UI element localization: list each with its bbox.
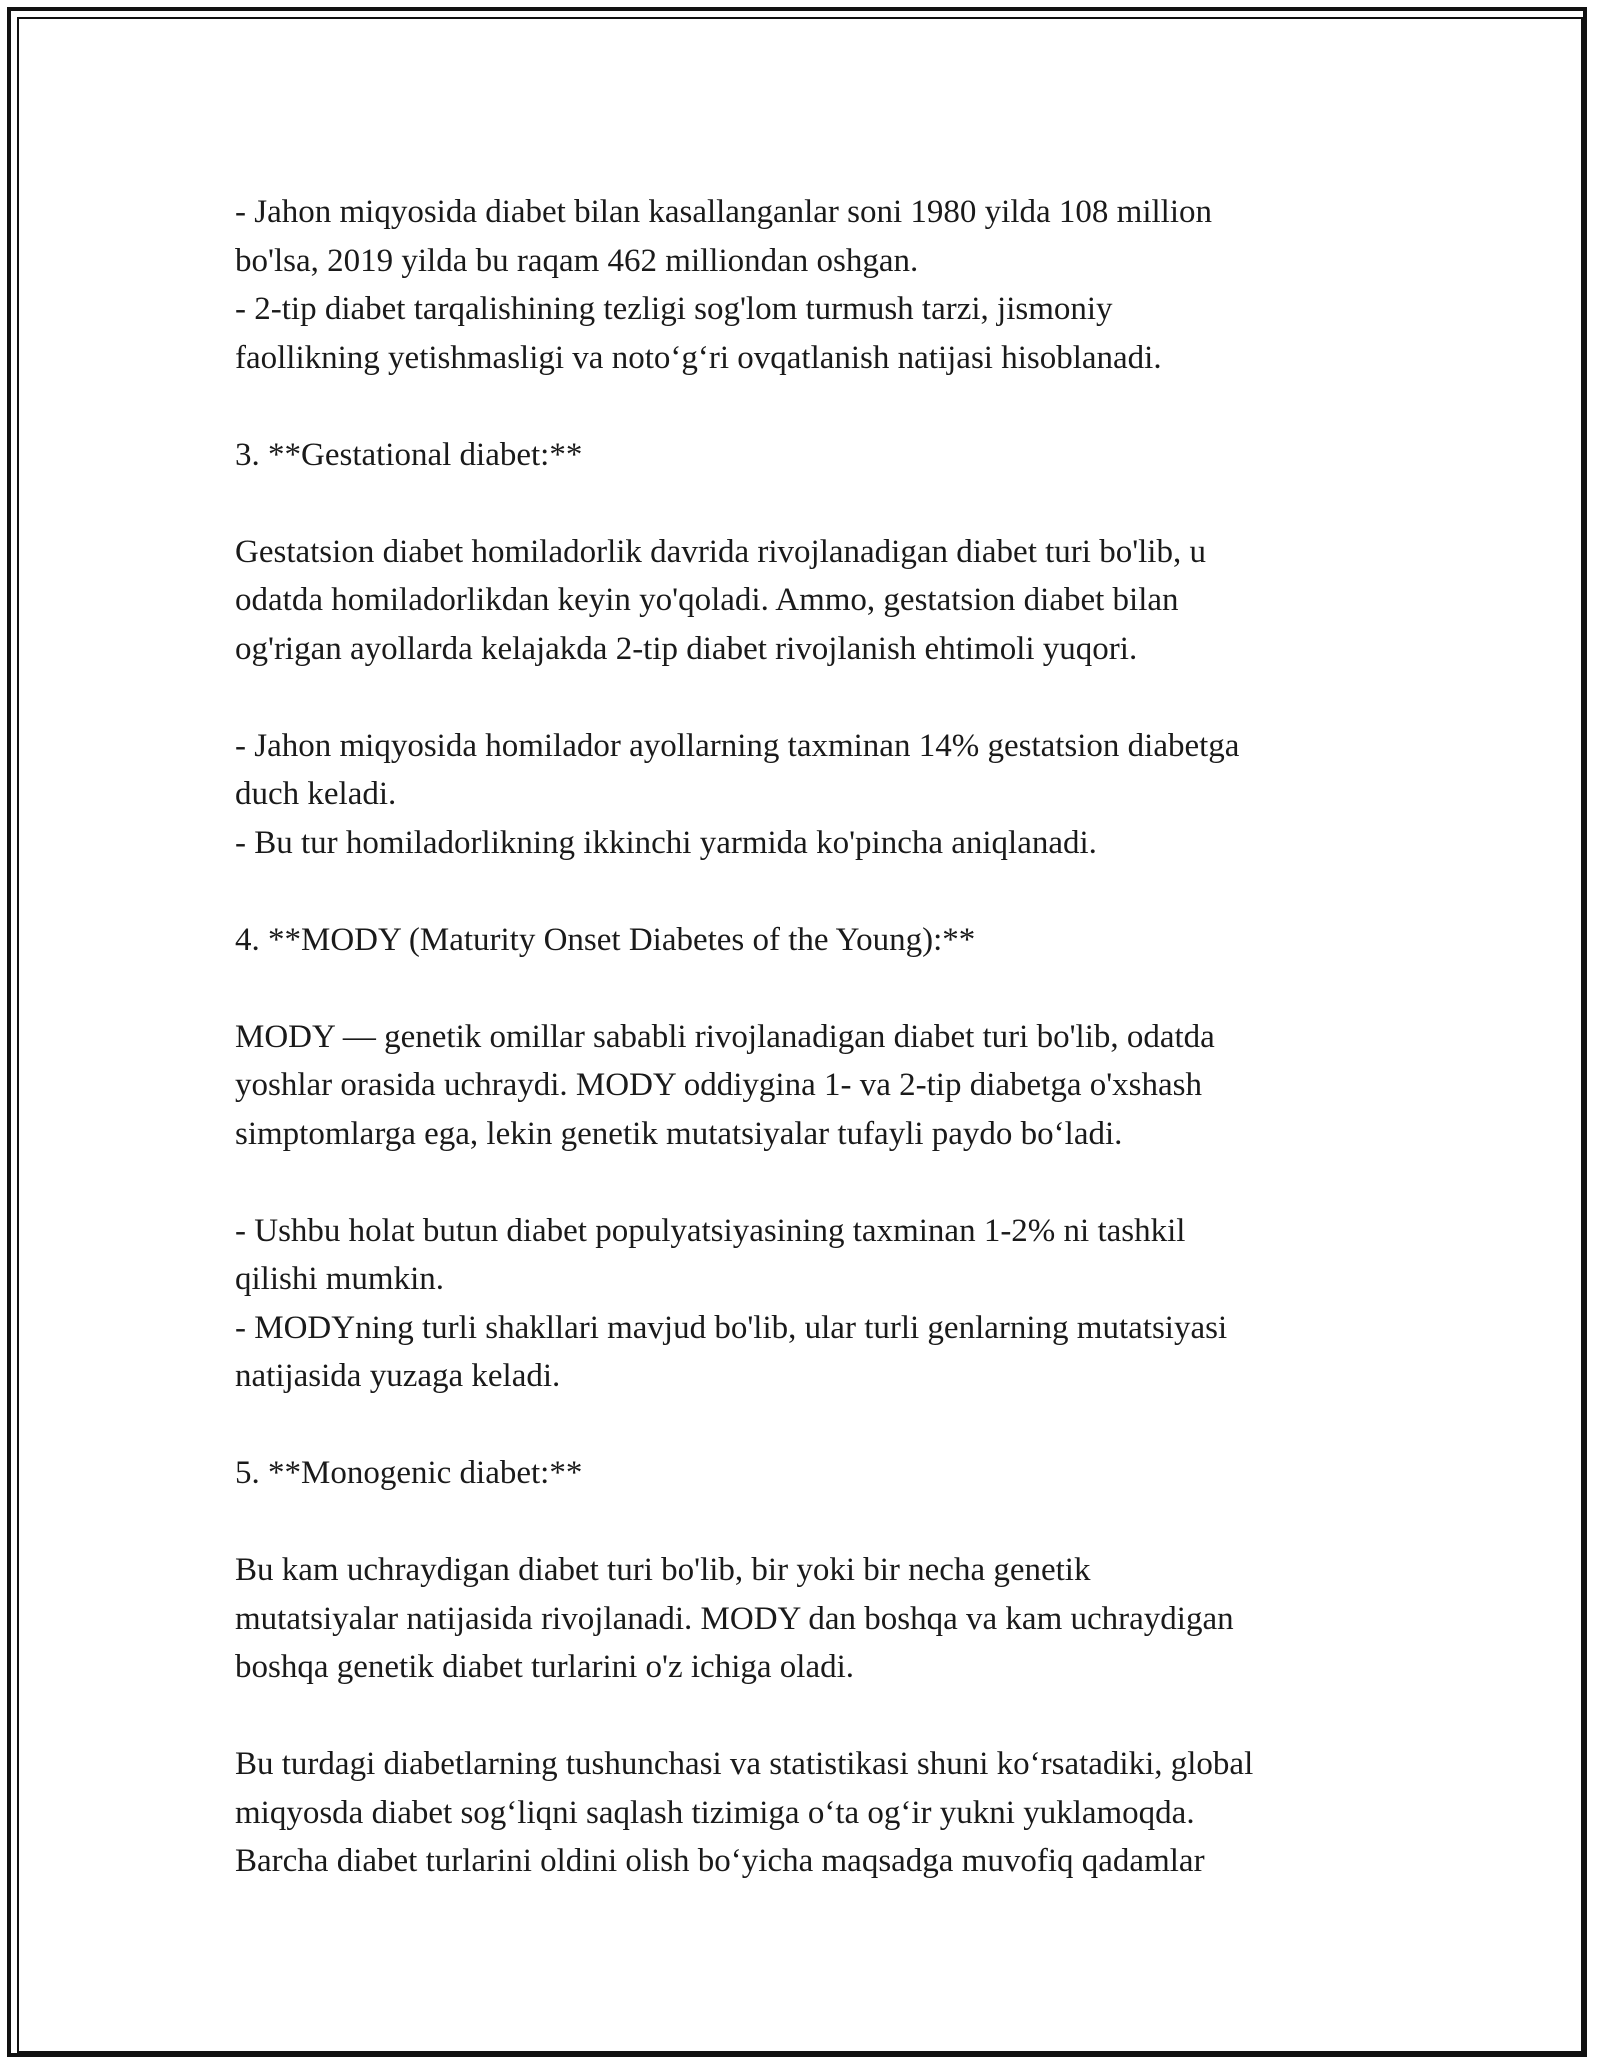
text-line: - Ushbu holat butun diabet populyatsiyasining taxminan 1-2% ni tashkil — [235, 1212, 1186, 1249]
paragraph-monogenic-description — [235, 1546, 1385, 1692]
text-line: qilishi mumkin. — [235, 1261, 445, 1297]
text-line: duch keladi. — [235, 776, 397, 812]
section-heading: 4. **MODY (Maturity Onset Diabetes of the Young):** — [235, 921, 976, 958]
text-line: mutatsiyalar natijasida rivojlanadi. MODY dan boshqa va kam uchraydigan — [235, 1600, 1234, 1637]
text-line: - Jahon miqyosida homilador ayollarning taxminan 14% gestatsion diabetga — [235, 727, 1240, 764]
section-heading: 3. **Gestational diabet:** — [235, 436, 583, 473]
text-line: og'rigan ayollarda kelajakda 2-tip diabet rivojlanish ehtimoli yuqori. — [235, 630, 1138, 667]
text-line: Bu kam uchraydigan diabet turi bo'lib, bir yoki bir necha genetik — [235, 1552, 1091, 1588]
text-line: simptomlarga ega, lekin genetik mutatsiyalar tufayli paydo bo‘ladi. — [235, 1115, 1123, 1152]
paragraph-mody-statistics — [235, 1207, 1385, 1401]
text-line: - 2-tip diabet tarqalishining tezligi sog'lom turmush tarzi, jismoniy — [235, 291, 1113, 327]
text-line: odatda homiladorlikdan keyin yo'qoladi. Ammo, gestatsion diabet bilan — [235, 582, 1179, 618]
text-line: Gestatsion diabet homiladorlik davrida rivojlanadigan diabet turi bo'lib, u — [235, 533, 1206, 570]
text-line: boshqa genetik diabet turlarini o'z ichiga oladi. — [235, 1649, 855, 1685]
text-line: - MODYning turli shakllari mavjud bo'lib, ular turli genlarning mutatsiyasi — [235, 1309, 1228, 1346]
section-heading: 5. **Monogenic diabet:** — [235, 1455, 583, 1491]
text-line: yoshlar orasida uchraydi. MODY oddiygina 1- va 2-tip diabetga o'xshash — [235, 1067, 1203, 1103]
text-line: bo'lsa, 2019 yilda bu raqam 462 milliondan oshgan. — [235, 242, 919, 279]
paragraph-statistics-type2 — [235, 188, 1385, 382]
text-line: miqyosda diabet sog‘liqni saqlash tizimiga o‘ta og‘ir yukni yuklamoqda. — [235, 1794, 1195, 1831]
paragraph-gestational-description — [235, 528, 1385, 674]
text-line: MODY — genetik omillar sababli rivojlanadigan diabet turi bo'lib, odatda — [235, 1018, 1215, 1055]
text-line: - Jahon miqyosida diabet bilan kasallanganlar soni 1980 yilda 108 million — [235, 194, 1212, 230]
heading-monogenic — [235, 1449, 1385, 1498]
text-line: - Bu tur homiladorlikning ikkinchi yarmida ko'pincha aniqlanadi. — [235, 824, 1097, 861]
text-line: Barcha diabet turlarini oldini olish bo‘yicha maqsadga muvofiq qadamlar — [235, 1843, 1205, 1879]
text-line: faollikning yetishmasligi va noto‘g‘ri ovqatlanish natijasi hisoblanadi. — [235, 339, 1162, 376]
document-body — [235, 188, 1385, 1886]
heading-mody — [235, 916, 1385, 965]
heading-gestational — [235, 431, 1385, 480]
paragraph-gestational-statistics — [235, 722, 1385, 868]
paragraph-conclusion — [235, 1740, 1385, 1886]
text-line: Bu turdagi diabetlarning tushunchasi va statistikasi shuni ko‘rsatadiki, global — [235, 1746, 1254, 1782]
text-line: natijasida yuzaga keladi. — [235, 1358, 561, 1394]
paragraph-mody-description — [235, 1013, 1385, 1159]
